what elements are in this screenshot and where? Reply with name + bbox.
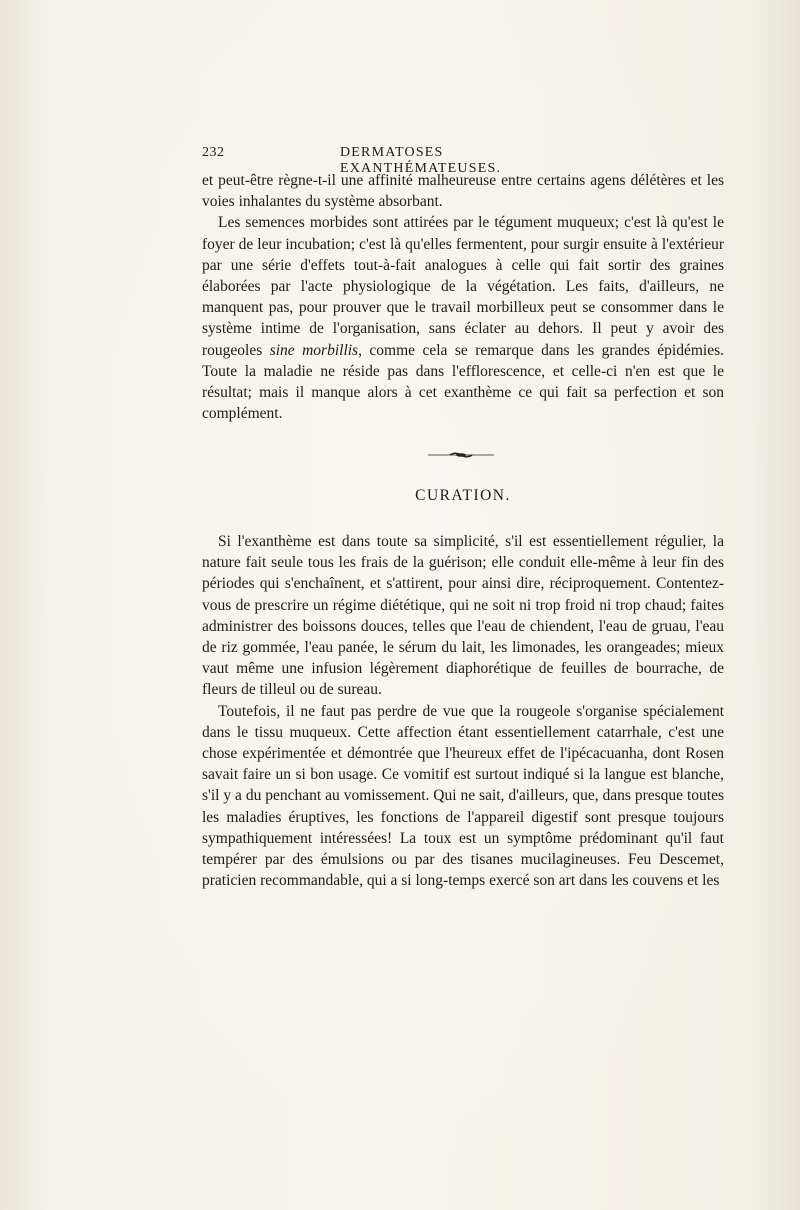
- paragraph: [202, 170, 724, 212]
- paragraph: Si l'exanthème est dans toute sa simplicité, s'il est essentiellement régulier, la nature fait seule tous les frais de la guérison; elle conduit elle-même à leur fin des périodes qui s'enchaînent, et s'attirent, pour ainsi dire, réciproquement. Contentez-vous de prescrire un régime diététique, qui ne soit ni trop froid ni trop chaud; faites administrer des boissons douces, telles que l'eau de chiendent, l'eau de gruau, l'eau de riz gommée, l'eau panée, le sérum du lait, les limonades, les orangeades; mieux vaut même une infusion légèrement diaphorétique de feuilles de bourrache, de fleurs de tilleul ou de sureau.: [202, 533, 724, 699]
- running-title: DERMATOSES EXANTHÉMATEUSES.: [340, 145, 502, 176]
- section-title: CURATION.: [415, 487, 511, 504]
- paragraph: Toutefois, il ne faut pas perdre de vue que la rougeole s'organise spécialement dans le tissu muqueux. Cette affection étant essentiellement catarrhale, c'est une chose expérimentée et démontrée que l'heureux effet de l'ipécacuanha, dont Rosen savait faire un si bon usage. Ce vomitif est surtout indiqué si la langue est blanche, s'il y a du penchant au vomissement. Qui ne sait, d'ailleurs, que, dans presque toutes les maladies éruptives, les fonctions de l'appareil digestif sont presque toujours sympathiquement intéressées! La toux est un symptôme prédominant qu'il faut tempérer par des émulsions ou par des tisanes mucilagineuses. Feu Descemet, praticien recommandable, qui a si long-temps exercé son art dans les couvens et les: [202, 702, 724, 890]
- page-header: [202, 145, 602, 176]
- text-block-curation: [202, 531, 724, 891]
- paragraph-text: et peut-être règne-t-il une affinité malheureuse entre certains agens délétères et les voies inhalantes du système absorbant.: [202, 172, 724, 211]
- page-number: 232: [202, 145, 225, 160]
- text-block-intro: [202, 170, 724, 424]
- paragraph: [202, 212, 724, 424]
- paragraph-text: , comme cela se remarque dans les grandes épidémies. Toute la maladie ne réside pas dans l'efflorescence, et celle-ci n'en est que le résultat; mais il manque alors à cet exanthème ce qui fait sa perfection et son complément.: [202, 341, 725, 423]
- paragraph-text: Les semences morbides sont attirées par le tégument muqueux; c'est là qu'est le foyer de leur incubation; c'est là qu'elles fermentent, pour surgir ensuite à l'extérieur par une série d'effets tout-à-fait analogues à celle qui fait sortir des graines élaborées par l'acte physiologique de la végétation. Les faits, d'ailleurs, ne manquent pas, pour prouver que le travail morbilleux peut se consommer dans le système intime de l'organisation, sans éclater au dehors. Il peut y avoir des rougeoles: [202, 214, 724, 359]
- latin-phrase: sine morbillis: [269, 341, 359, 359]
- ornament-divider-icon: [428, 450, 494, 460]
